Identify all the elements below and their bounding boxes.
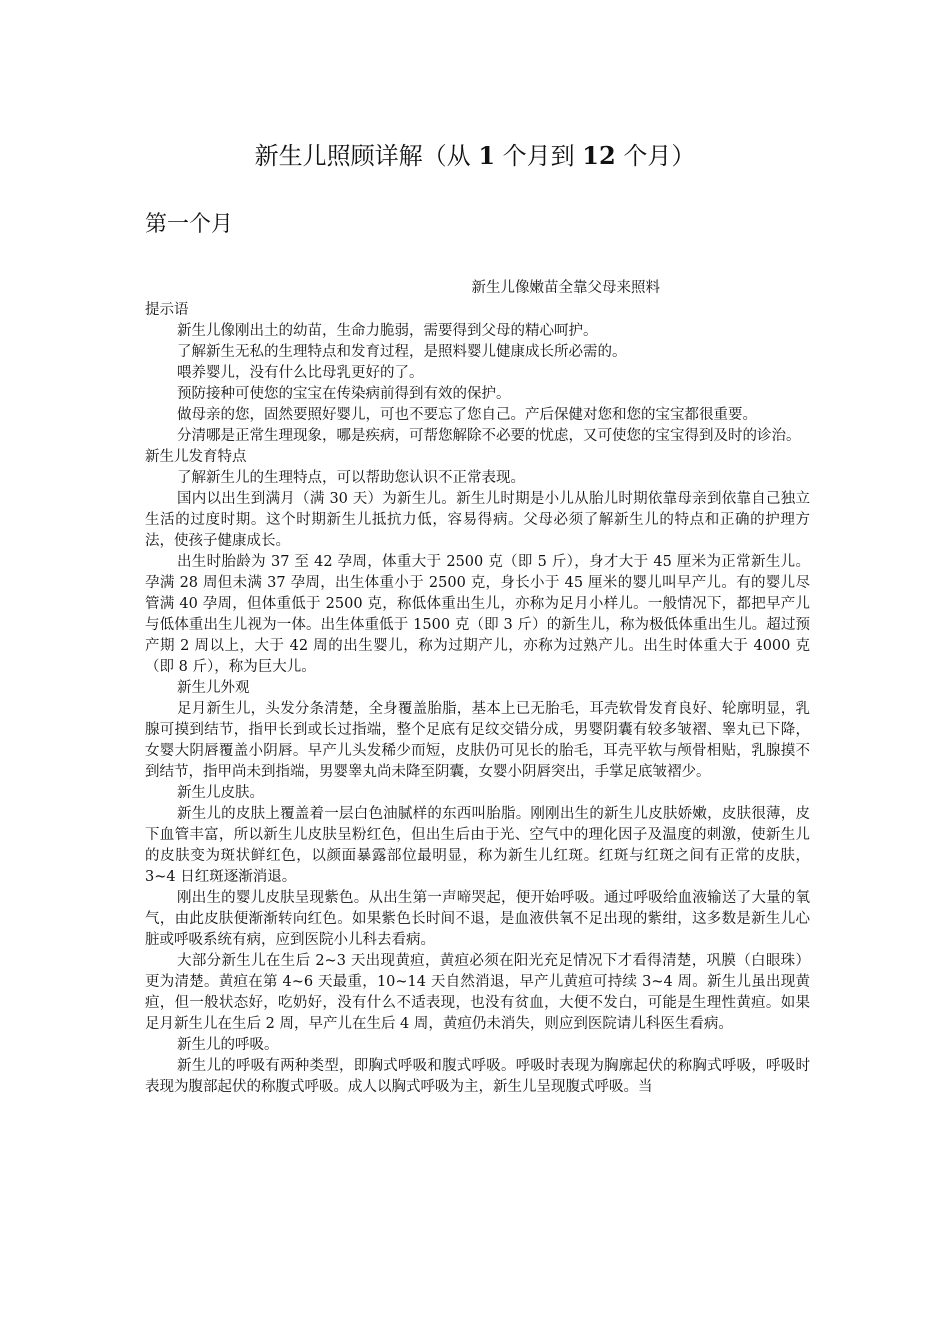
paragraph: 喂养婴儿，没有什么比母乳更好的了。 [177, 365, 424, 381]
paragraph: 新生儿的皮肤上覆盖着一层白色油腻样的东西叫胎脂。刚刚出生的新生儿皮肤娇嫩，皮肤很薄，皮下血管丰富，所以新生儿皮肤呈粉红色，但出生后由于光、空气中的理化因子及温度的刺激，使新生儿的皮肤变为斑状鲜红色，以颜面暴露部位最明显，称为新生儿红斑。红斑与红斑之间有正常的皮肤，3~4 日红斑逐渐消退。 [145, 806, 810, 885]
title-number-2: 12 [582, 141, 616, 170]
paragraph: 新生儿皮肤。 [177, 785, 264, 801]
paragraph: 新生儿的呼吸有两种类型，即胸式呼吸和腹式呼吸。呼吸时表现为胸廓起伏的称胸式呼吸，呼吸时表现为腹部起伏的称腹式呼吸。成人以胸式呼吸为主，新生儿呈现腹式呼吸。当 [145, 1058, 810, 1095]
paragraph: 分清哪是正常生理现象，哪是疾病，可帮您解除不必要的忧虑，又可使您的宝宝得到及时的诊治。 [177, 428, 801, 444]
paragraph: 做母亲的您，固然要照好婴儿，可也不要忘了您自己。产后保健对您和您的宝宝都很重要。 [177, 407, 757, 423]
paragraph: 大部分新生儿在生后 2~3 天出现黄疸，黄疸必须在阳光充足情况下才看得清楚，巩膜（白眼珠）更为清楚。黄疸在第 4~6 天最重，10~14 天自然消退，早产儿黄疸可持续 3~4 周。新生儿虽出现黄疸，但一般状态好，吃奶好，没有什么不适表现，也没有贫血，大便不发白，可能是生理性黄疸。如果足月新生儿在生后 2 周，早产儿在生后 4 周，黄疸仍未消失，则应到医院请儿科医生看病。 [145, 953, 810, 1032]
paragraph: 新生儿外观 [177, 680, 250, 696]
section-subtitle: 新生儿像嫩苗全靠父母来照料 [471, 280, 660, 296]
title-part-3: 个月） [615, 142, 696, 170]
paragraph: 了解新生无私的生理特点和发育过程，是照料婴儿健康成长所必需的。 [177, 344, 627, 360]
title-number-1: 1 [478, 141, 496, 170]
section-heading: 第一个月 [145, 212, 234, 237]
document-title [0, 140, 950, 172]
title-part-1: 新生儿照顾详解（从 [254, 142, 479, 170]
section-label: 提示语 [145, 302, 189, 318]
title-part-2: 个月到 [495, 142, 583, 170]
paragraph: 国内以出生到满月（满 30 天）为新生儿。新生儿时期是小儿从胎儿时期依靠母亲到依靠自己独立生活的过度时期。这个时期新生儿抵抗力低，容易得病。父母必须了解新生儿的特点和正确的护理方法，使孩子健康成长。 [145, 491, 810, 549]
paragraph: 出生时胎龄为 37 至 42 孕周，体重大于 2500 克（即 5 斤），身才大于 45 厘米为正常新生儿。孕满 28 周但未满 37 孕周，出生体重小于 2500 克，身长小于 45 厘米的婴儿叫早产儿。有的婴儿尽管满 40 孕周，但体重低于 2500 克，称低体重出生儿，亦称为足月小样儿。一般情况下，都把早产儿与低体重出生儿视为一体。出生体重低于 1500 克（即 3 斤）的新生儿，称为极低体重出生儿。超过预产期 2 周以上，大于 42 周的出生婴儿，称为过期产儿，亦称为过熟产儿。出生时体重大于 4000 克（即 8 斤），称为巨大儿。 [145, 554, 810, 675]
section-label: 新生儿发育特点 [145, 449, 247, 465]
body-text [145, 300, 810, 1098]
paragraph: 新生儿的呼吸。 [177, 1037, 279, 1053]
paragraph: 足月新生儿，头发分条清楚，全身覆盖胎脂，基本上已无胎毛，耳壳软骨发育良好、轮廓明显，乳腺可摸到结节，指甲长到或长过指端，整个足底有足纹交错分成，男婴阴囊有较多皱褶、睾丸已下降，女婴大阴唇覆盖小阴唇。早产儿头发稀少而短，皮肤仍可见长的胎毛，耳壳平软与颅骨相贴，乳腺摸不到结节，指甲尚未到指端，男婴睾丸尚未降至阴囊，女婴小阴唇突出，手掌足底皱褶少。 [145, 701, 810, 780]
paragraph: 预防接种可使您的宝宝在传染病前得到有效的保护。 [177, 386, 511, 402]
paragraph: 新生儿像刚出土的幼苗，生命力脆弱，需要得到父母的精心呵护。 [177, 323, 598, 339]
paragraph: 刚出生的婴儿皮肤呈现紫色。从出生第一声啼哭起，便开始呼吸。通过呼吸给血液输送了大量的氧气，由此皮肤便渐渐转向红色。如果紫色长时间不退，是血液供氧不足出现的紫绀，这多数是新生儿心脏或呼吸系统有病，应到医院小儿科去看病。 [145, 890, 810, 948]
paragraph: 了解新生儿的生理特点，可以帮助您认识不正常表现。 [177, 470, 525, 486]
